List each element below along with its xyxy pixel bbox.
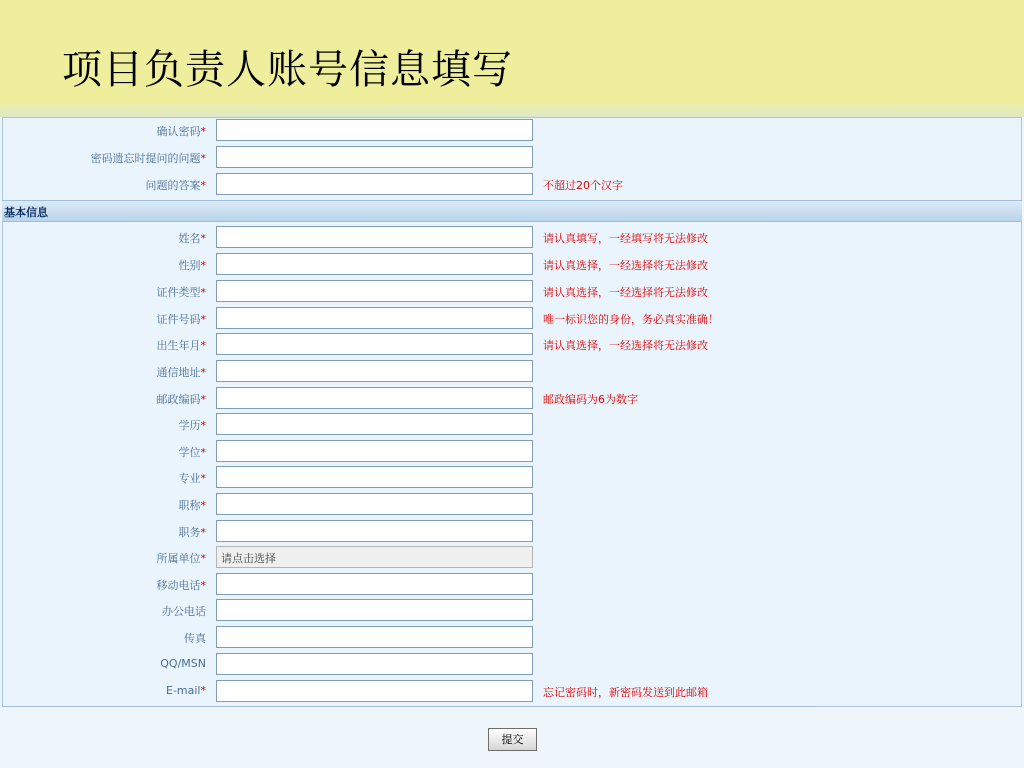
mobile-phone-input[interactable] [216, 573, 533, 595]
name-input[interactable] [216, 226, 533, 248]
form-row-address [0, 359, 1024, 383]
required-mark: * [200, 232, 206, 245]
birth-date-input[interactable] [216, 333, 533, 355]
field-hint: 不超过20个汉字 [543, 179, 623, 192]
page-title: 项目负责人账号信息填写 [62, 47, 513, 93]
security-answer-input[interactable] [216, 173, 533, 195]
required-mark: * [200, 179, 206, 192]
qq-msn-input[interactable] [216, 653, 533, 675]
field-label: 传真 [184, 632, 206, 645]
position-input[interactable] [216, 520, 533, 542]
section-header-basic-info [2, 200, 1022, 222]
field-hint: 请认真选择，一经选择将无法修改 [543, 286, 708, 299]
required-mark: * [200, 125, 206, 138]
form-row-qq-msn [0, 652, 1024, 676]
security-question-input[interactable] [216, 146, 533, 168]
field-label: 姓名* [178, 232, 206, 245]
professional-title-input[interactable] [216, 493, 533, 515]
field-hint: 请认真选择，一经选择将无法修改 [543, 259, 708, 272]
form-row-email [0, 679, 1024, 703]
field-label: 移动电话* [156, 579, 206, 592]
fax-input[interactable] [216, 626, 533, 648]
field-hint: 请认真选择，一经选择将无法修改 [543, 339, 708, 352]
form-row-fax [0, 625, 1024, 649]
id-type-input[interactable] [216, 280, 533, 302]
email-input[interactable] [216, 680, 533, 702]
field-label: 确认密码* [156, 125, 206, 138]
form-row-education [0, 412, 1024, 436]
field-label: E-mail* [166, 684, 206, 697]
degree-input[interactable] [216, 440, 533, 462]
major-input[interactable] [216, 466, 533, 488]
submit-button[interactable]: 提交 [488, 728, 537, 751]
field-label: 问题的答案* [145, 179, 206, 192]
required-mark: * [200, 366, 206, 379]
gender-input[interactable] [216, 253, 533, 275]
field-label: 办公电话 [162, 605, 206, 618]
required-mark: * [200, 259, 206, 272]
required-mark: * [200, 419, 206, 432]
required-mark: * [200, 152, 206, 165]
office-phone-input[interactable] [216, 599, 533, 621]
required-mark: * [200, 552, 206, 565]
field-label: 性别* [178, 259, 206, 272]
form-row-position [0, 519, 1024, 543]
field-label: 所属单位* [156, 552, 206, 565]
field-label: 专业* [178, 472, 206, 485]
form-row-security-answer [0, 172, 1024, 196]
required-mark: * [200, 286, 206, 299]
field-hint: 忘记密码时，新密码发送到此邮箱 [543, 686, 708, 699]
form-row-security-question [0, 145, 1024, 169]
required-mark: * [200, 499, 206, 512]
section-title: 基本信息 [4, 206, 48, 219]
education-input[interactable] [216, 413, 533, 435]
form-bottom-divider [2, 706, 817, 707]
required-mark: * [200, 472, 206, 485]
required-mark: * [200, 393, 206, 406]
form-row-office-phone [0, 598, 1024, 622]
required-mark: * [200, 313, 206, 326]
form-row-birth-date [0, 332, 1024, 356]
confirm-password-input[interactable] [216, 119, 533, 141]
title-banner [0, 0, 1024, 103]
required-mark: * [200, 579, 206, 592]
form-row-professional-title [0, 492, 1024, 516]
field-label: 职称* [178, 499, 206, 512]
address-input[interactable] [216, 360, 533, 382]
field-hint: 邮政编码为6为数字 [543, 393, 638, 406]
field-label: 职务* [178, 526, 206, 539]
field-label: 密码遗忘时提问的问题* [90, 152, 206, 165]
required-mark: * [200, 339, 206, 352]
form-row-major [0, 465, 1024, 489]
field-label: 邮政编码* [156, 393, 206, 406]
form-row-mobile-phone [0, 572, 1024, 596]
form-row-id-number [0, 306, 1024, 330]
field-label: 证件类型* [156, 286, 206, 299]
required-mark: * [200, 684, 206, 697]
form-row-id-type [0, 279, 1024, 303]
form-row-confirm-password [0, 118, 1024, 142]
field-label: 通信地址* [156, 366, 206, 379]
field-label: QQ/MSN [160, 657, 206, 670]
field-label: 学历* [178, 419, 206, 432]
organization-select[interactable]: 请点击选择 [216, 546, 533, 568]
form-row-name [0, 225, 1024, 249]
field-hint: 请认真填写，一经填写将无法修改 [543, 232, 708, 245]
field-hint: 唯一标识您的身份，务必真实准确！ [543, 313, 719, 326]
banner-divider [0, 103, 1024, 117]
field-label: 证件号码* [156, 313, 206, 326]
required-mark: * [200, 446, 206, 459]
field-label: 出生年月* [156, 339, 206, 352]
id-number-input[interactable] [216, 307, 533, 329]
form-row-degree [0, 439, 1024, 463]
required-mark: * [200, 526, 206, 539]
form-row-organization [0, 545, 1024, 569]
postal-code-input[interactable] [216, 387, 533, 409]
form-row-postal-code [0, 386, 1024, 410]
form-row-gender [0, 252, 1024, 276]
field-label: 学位* [178, 446, 206, 459]
